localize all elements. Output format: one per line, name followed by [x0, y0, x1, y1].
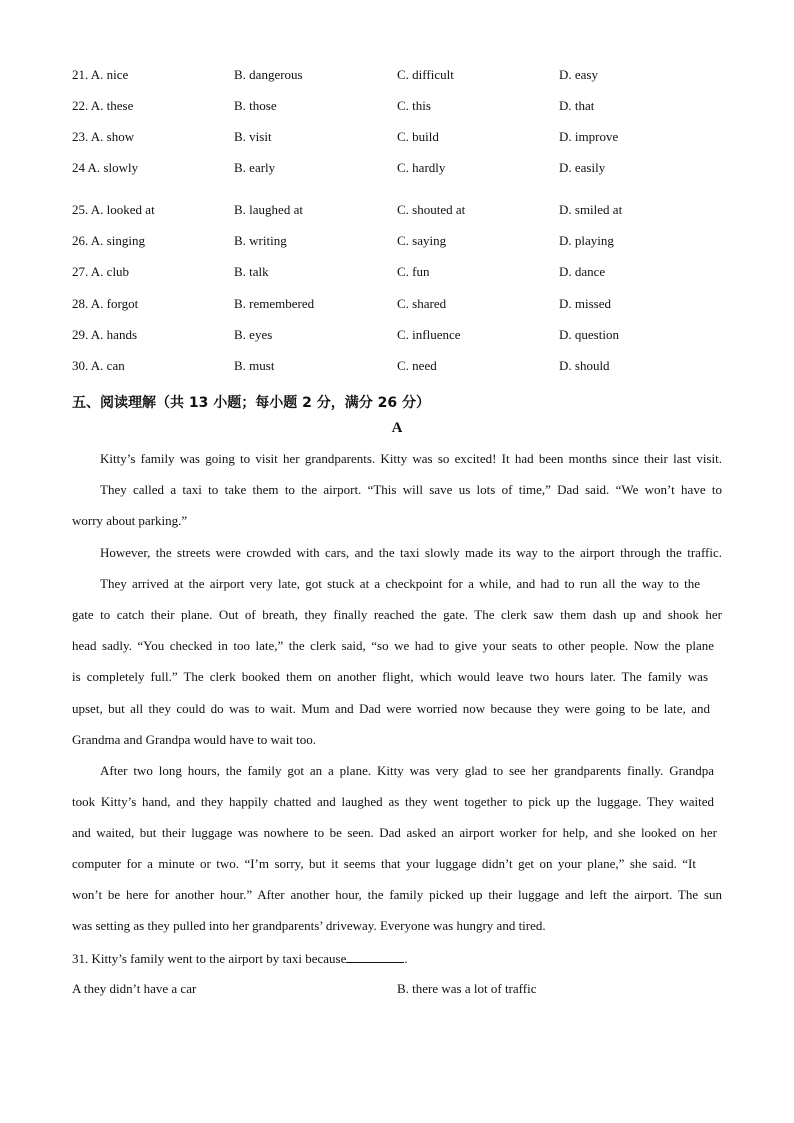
option-c: C. shouted at — [397, 202, 466, 217]
passage-line: However, the streets were crowded with cars, and the taxi slowly made its way to the airport through the traffic. — [100, 545, 722, 560]
question-option-a: A they didn’t have a car — [72, 981, 197, 996]
option-c: C. hardly — [397, 160, 446, 175]
option-b: B. must — [234, 358, 275, 373]
option-b: B. visit — [234, 129, 272, 144]
option-c: C. saying — [397, 233, 447, 248]
option-row — [72, 202, 732, 222]
passage-line: worry about parking.” — [72, 513, 188, 528]
option-row — [72, 129, 732, 149]
option-d: D. smiled at — [559, 202, 623, 217]
option-c: C. this — [397, 98, 431, 113]
section-heading: 五、阅读理解（共 13 小题；每小题 2 分，满分 26 分） — [72, 395, 430, 411]
option-b: B. writing — [234, 233, 287, 248]
option-d: D. easy — [559, 67, 598, 82]
question-stem-end: . — [404, 951, 408, 966]
option-d: D. question — [559, 327, 619, 342]
option-b: B. those — [234, 98, 277, 113]
option-b: B. laughed at — [234, 202, 303, 217]
option-d: D. missed — [559, 296, 611, 311]
option-row — [72, 160, 732, 180]
passage-line: took Kitty’s hand, and they happily chatted and laughed as they went together to pick up the luggage. They waited — [72, 794, 714, 809]
option-row — [72, 264, 732, 284]
option-a: 28. A. forgot — [72, 296, 139, 311]
option-d: D. dance — [559, 264, 606, 279]
passage-line: They called a taxi to take them to the airport. “This will save us lots of time,” Dad said. “We won’t have to — [100, 482, 722, 497]
option-a: 21. A. nice — [72, 67, 129, 82]
option-d: D. easily — [559, 160, 606, 175]
option-a: 22. A. these — [72, 98, 134, 113]
option-row — [72, 296, 732, 316]
question-option-b: B. there was a lot of traffic — [397, 981, 537, 996]
passage-line: won’t be here for another hour.” After another hour, the family picked up their luggage and left the airport. The sun — [72, 887, 722, 902]
passage-line: After two long hours, the family got an a plane. Kitty was very glad to see her grandparents finally. Grandpa — [100, 763, 714, 778]
option-c: C. build — [397, 129, 439, 144]
option-b: B. remembered — [234, 296, 315, 311]
option-d: D. that — [559, 98, 595, 113]
option-c: C. shared — [397, 296, 447, 311]
option-d: D. improve — [559, 129, 619, 144]
passage-line: was setting as they pulled into her grandparents’ driveway. Everyone was hungry and tired. — [72, 918, 546, 933]
option-d: D. playing — [559, 233, 614, 248]
option-c: C. need — [397, 358, 437, 373]
option-a: 30. A. can — [72, 358, 125, 373]
question-stem — [72, 950, 408, 967]
option-row — [72, 67, 732, 87]
option-c: C. difficult — [397, 67, 454, 82]
option-a: 27. A. club — [72, 264, 130, 279]
answer-blank — [346, 950, 404, 963]
question-stem-text: 31. Kitty’s family went to the airport by taxi because — [72, 951, 347, 966]
passage-line: Grandma and Grandpa would have to wait too. — [72, 732, 317, 747]
passage-line: computer for a minute or two. “I’m sorry, but it seems that your luggage didn’t get on your plane,” she said. “It — [72, 856, 696, 871]
option-b: B. early — [234, 160, 276, 175]
option-a: 29. A. hands — [72, 327, 137, 342]
option-b: B. talk — [234, 264, 269, 279]
passage-line: gate to catch their plane. Out of breath, they finally reached the gate. The clerk saw them dash up and shook her — [72, 607, 722, 622]
passage-line: head sadly. “You checked in too late,” the clerk said, “so we had to give your seats to other people. Now the plane — [72, 638, 714, 653]
passage-line: and waited, but their luggage was nowhere to be seen. Dad asked an airport worker for help, and she looked on her — [72, 825, 717, 840]
option-a: 26. A. singing — [72, 233, 145, 248]
passage-label: A — [391, 420, 403, 436]
option-c: C. fun — [397, 264, 430, 279]
option-d: D. should — [559, 358, 610, 373]
option-b: B. dangerous — [234, 67, 303, 82]
option-b: B. eyes — [234, 327, 273, 342]
option-a: 23. A. show — [72, 129, 135, 144]
passage-line: Kitty’s family was going to visit her grandparents. Kitty was so excited! It had been months since their last visit. — [100, 451, 722, 466]
option-row — [72, 358, 732, 378]
passage-line: upset, but all they could do was to wait. Mum and Dad were worried now because they were going to be late, and — [72, 701, 710, 716]
option-row — [72, 327, 732, 347]
option-c: C. influence — [397, 327, 461, 342]
option-row — [72, 233, 732, 253]
passage-line: They arrived at the airport very late, got stuck at a checkpoint for a while, and had to run all the way to the — [100, 576, 700, 591]
passage-line: is completely full.” The clerk booked them on another flight, which would leave two hours later. The family was — [72, 669, 708, 684]
option-a: 24 A. slowly — [72, 160, 139, 175]
option-row — [72, 98, 732, 118]
option-a: 25. A. looked at — [72, 202, 155, 217]
